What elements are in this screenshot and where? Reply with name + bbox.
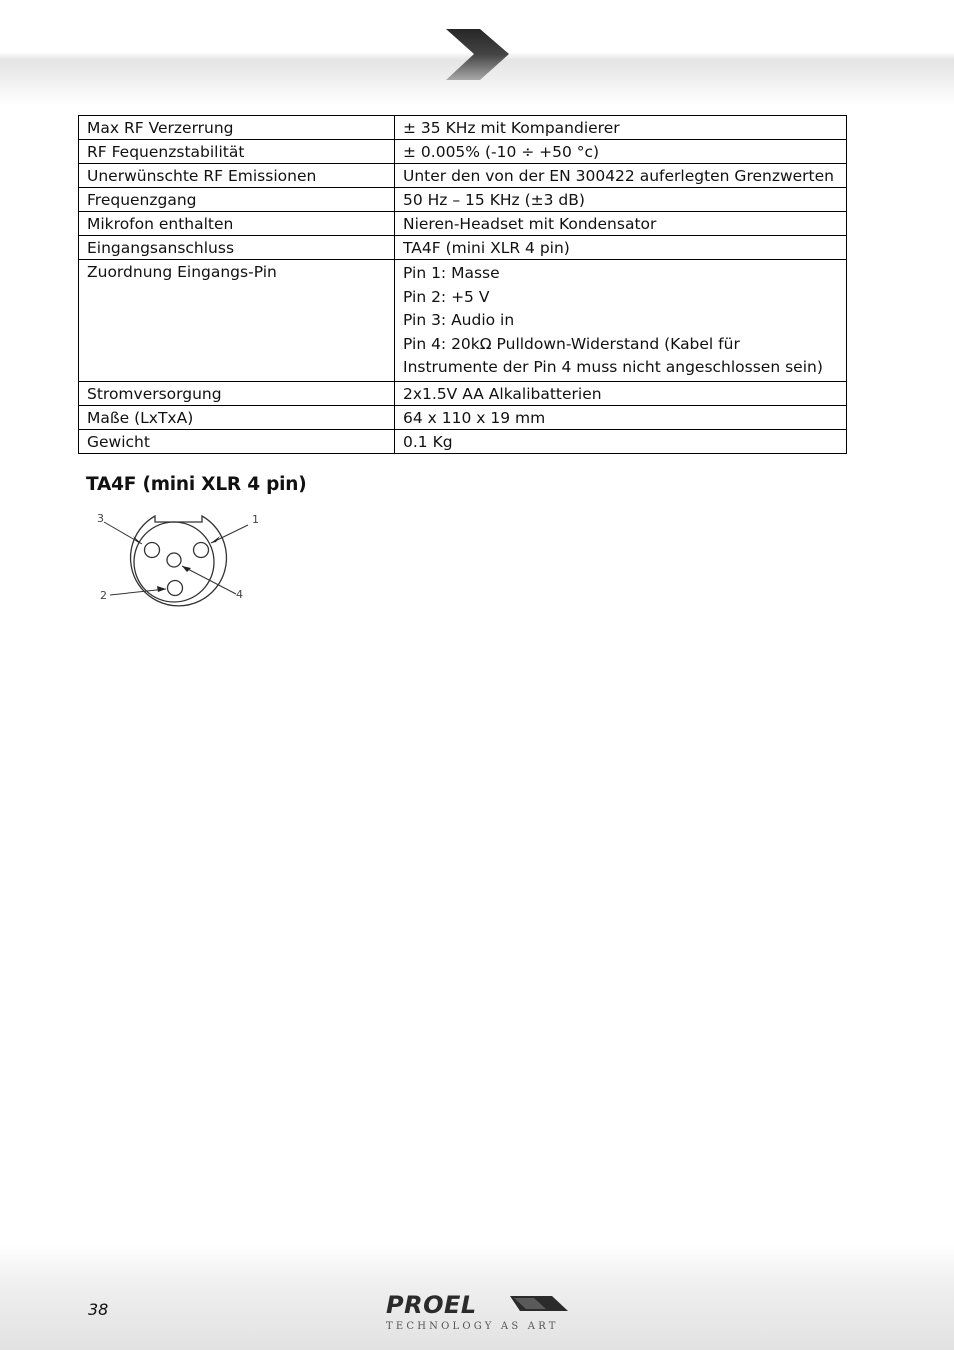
spec-label: Gewicht <box>79 429 395 453</box>
spec-label: Eingangsanschluss <box>79 236 395 260</box>
spec-value: Unter den von der EN 300422 auferlegten Grenzwerten <box>395 164 847 188</box>
ta4f-connector-diagram <box>90 506 265 616</box>
logo-wordmark: PROEL <box>386 1291 477 1319</box>
pin-2-arrow <box>157 586 166 592</box>
page-number: 38 <box>88 1300 109 1319</box>
table-row <box>79 260 847 382</box>
connector-outer-shell <box>131 516 227 606</box>
spec-value-pin-assignment <box>395 260 847 382</box>
pin-label-4: 4 <box>236 588 243 601</box>
pin-label-3: 3 <box>97 512 104 525</box>
spec-label: Unerwünschte RF Emissionen <box>79 164 395 188</box>
connector-title: TA4F (mini XLR 4 pin) <box>86 474 307 495</box>
spec-label: Frequenzgang <box>79 188 395 212</box>
table-row <box>79 429 847 453</box>
table-row <box>79 212 847 236</box>
pin-1-contact <box>194 543 209 558</box>
pin-line: Pin 2: +5 V <box>403 287 490 306</box>
spec-value: 2x1.5V AA Alkalibatterien <box>395 381 847 405</box>
pin-2-contact <box>168 581 183 596</box>
pin-4-leader <box>182 566 236 594</box>
table-row <box>79 188 847 212</box>
pin-label-1: 1 <box>252 513 259 526</box>
spec-value: Nieren-Headset mit Kondensator <box>395 212 847 236</box>
spec-label: Maße (LxTxA) <box>79 405 395 429</box>
pin-line: Pin 3: Audio in <box>403 311 515 329</box>
pin-4-arrow <box>182 566 191 572</box>
table-row <box>79 164 847 188</box>
proel-logo <box>384 1290 574 1336</box>
pin-line: Pin 1: Masse <box>403 264 500 282</box>
spec-table <box>78 115 847 454</box>
header-chevron-icon <box>440 26 512 84</box>
table-row <box>79 236 847 260</box>
pin-2-leader <box>110 589 166 595</box>
connector-inner-ring <box>134 522 214 602</box>
spec-label: RF Fequenzstabilität <box>79 140 395 164</box>
pin-4-contact <box>167 553 181 567</box>
spec-value: 50 Hz – 15 KHz (±3 dB) <box>395 188 847 212</box>
pin-3-contact <box>145 543 160 558</box>
table-row <box>79 405 847 429</box>
table-row <box>79 116 847 140</box>
spec-value: ± 0.005% (-10 ÷ +50 °c) <box>395 140 847 164</box>
table-row <box>79 381 847 405</box>
spec-value: 0.1 Kg <box>395 429 847 453</box>
spec-value: 64 x 110 x 19 mm <box>395 405 847 429</box>
spec-label: Mikrofon enthalten <box>79 212 395 236</box>
spec-value: TA4F (mini XLR 4 pin) <box>395 236 847 260</box>
pin-label-2: 2 <box>100 589 107 602</box>
logo-tagline: TECHNOLOGY AS ART <box>386 1321 559 1332</box>
spec-label: Max RF Verzerrung <box>79 116 395 140</box>
pin-line: Instrumente der Pin 4 muss nicht angeschlossen sein) <box>403 358 823 376</box>
spec-label: Zuordnung Eingangs-Pin <box>79 260 395 382</box>
spec-value: ± 35 KHz mit Kompandierer <box>395 116 847 140</box>
table-row <box>79 140 847 164</box>
pin-line: Pin 4: 20kΩ Pulldown-Widerstand (Kabel für <box>403 334 740 353</box>
spec-label: Stromversorgung <box>79 381 395 405</box>
